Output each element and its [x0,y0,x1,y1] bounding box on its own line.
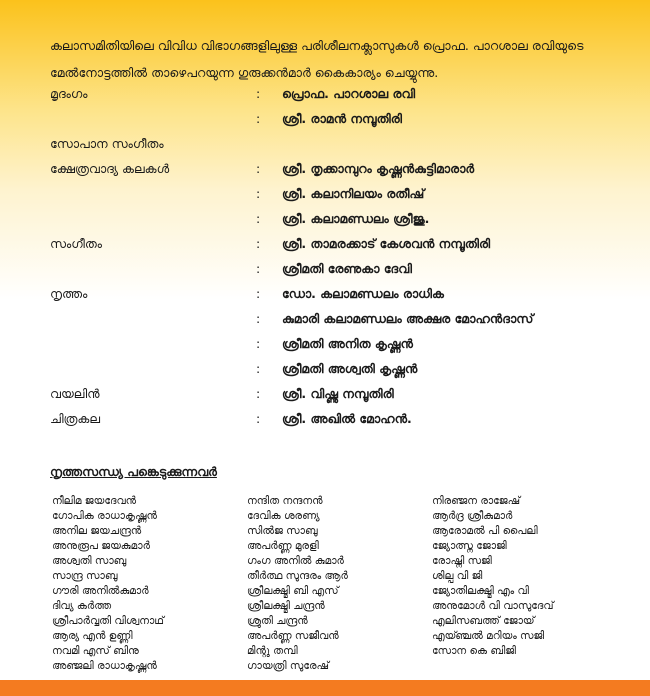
teacher-name: ശ്രീമതി അനിത കൃഷ്ണൻ [282,336,413,351]
participant-name: ദേവിക ശരണ്യ [247,510,320,522]
teacher-name: പ്രൊഫ. പാറശാല രവി [282,86,416,101]
teacher-category: സോപാന സംഗീതം [50,136,164,151]
participant-name: അനില ജയചന്ദ്രൻ [52,525,142,537]
participant-name: ആരോമൽ പി പൈലി [432,525,538,537]
teacher-name: ശ്രീമതി രേണുകാ ദേവി [282,261,412,276]
participant-name: ശ്രീലക്ഷ്മി ബി എസ് [247,585,339,597]
participant-name: ആര്യ എൻ ഉണ്ണി [52,630,133,642]
participant-name: ദിവ്യ കർത്ത [52,600,112,612]
participant-name: ജ്യോതിലക്ഷ്മി എം വി [432,585,529,597]
participant-name: അഞ്ജലി രാധാകൃഷ്ണൻ [52,660,157,672]
teacher-name: ശ്രീ. തൃക്കാമ്പുറം കൃഷ്ണൻകുട്ടിമാരാർ [282,161,475,176]
participant-name: നന്ദിത നന്ദനൻ [247,495,323,507]
participant-name: ആർദ്ര ശ്രീകുമാർ [432,510,513,522]
participant-name: എലിസബത്ത് ജോയ് [432,615,535,627]
separator-colon: : [256,111,261,126]
participant-column [52,494,164,674]
separator-colon: : [256,86,261,101]
participant-name: അപർണ്ണ മുരളി [247,540,319,552]
teacher-name: ശ്രീ. കലാനിലയം രതീഷ് [282,186,425,201]
separator-colon: : [256,161,261,176]
participant-name: അനുരൂപ ജയകുമാർ [52,540,150,552]
participant-name: സോന കെ ബിജി [432,645,516,657]
teacher-name: ശ്രീമതി അശ്വതി കൃഷ്ണൻ [282,361,418,376]
separator-colon: : [256,361,261,376]
participant-name: ഗംഗ അനിൽ കുമാർ [247,555,344,567]
separator-colon: : [256,236,261,251]
teacher-name: ശ്രീ. വിഷ്ണു നമ്പൂതിരി [282,386,394,401]
participant-name: സിൽജ സാബു [247,525,318,537]
separator-colon: : [256,261,261,276]
teacher-name: ശ്രീ. കലാമണ്ഡലം ശ്രീജു. [282,211,430,226]
teacher-category: മൃദംഗം [50,86,88,101]
separator-colon: : [256,211,261,226]
participant-name: മിന്റു തമ്പി [247,645,298,657]
participant-column [432,494,554,659]
participant-name: എയ്ഞ്ചൽ മറിയം സജി [432,630,545,642]
separator-colon: : [256,386,261,401]
participant-name: ഗൗരി അനിൽകുമാർ [52,585,149,597]
separator-colon: : [256,411,261,426]
participant-name: അപർണ്ണ സജീവൻ [247,630,339,642]
separator-colon: : [256,311,261,326]
teacher-category: വയലിൻ [50,386,100,401]
participant-name: നീലിമ ജയദേവൻ [52,495,137,507]
teacher-category: സംഗീതം [50,236,103,251]
participant-name: ഗോപിക രാധാകൃഷ്ണൻ [52,510,157,522]
participant-name: തീർത്ഥ സുന്ദരം ആർ [247,570,348,582]
participant-column [247,494,348,674]
teacher-category: നൃത്തം [50,286,88,301]
teacher-name: ശ്രീ. അഖിൽ മോഹൻ. [282,411,412,426]
separator-colon: : [256,286,261,301]
separator-colon: : [256,186,261,201]
participant-name: അനുമോൾ വി വാസുദേവ് [432,600,554,612]
participant-name: ഗായത്രി സുരേഷ് [247,660,329,672]
participant-name: സാന്ദ്ര സാബു [52,570,118,582]
participant-name: നവമി എസ് ബിനു [52,645,139,657]
bottom-bar [0,680,650,696]
teacher-name: ശ്രീ. താമരക്കാട് കേശവൻ നമ്പൂതിരി [282,236,491,251]
intro-paragraph: കലാസമിതിയിലെ വിവിധ വിഭാഗങ്ങളിലുള്ള പരിശീലനക്ലാസുകൾ പ്രൊഫ. പാറശാല രവിയുടെ മേൽനോട്ടത്തിൽ താഴെപറയുന്ന ഗുരുക്കൻമാർ കൈകാര്യം ചെയ്യുന്നു. [50,38,584,80]
participant-name: രോഷ്നി സജി [432,555,492,567]
participant-name: അശ്വതി സാബു [52,555,127,567]
participant-name: ശില്പ വി ജി [432,570,483,582]
teacher-name: ശ്രീ. രാമൻ നമ്പൂതിരി [282,111,402,126]
separator-colon: : [256,336,261,351]
participant-name: ശ്രീപാർവ്വതി വിശ്വനാഥ് [52,615,164,627]
teacher-category: ക്ഷേത്രവാദ്യ കലകൾ [50,161,170,176]
participant-name: നിരഞ്ജന രാജേഷ് [432,495,521,507]
participant-name: ശ്രുതി ചന്ദ്രൻ [247,615,308,627]
teacher-name: ഡോ. കലാമണ്ഡലം രാധിക [282,286,444,301]
participant-name: ശ്രീലക്ഷ്മി ചന്ദ്രൻ [247,600,325,612]
teacher-category: ചിത്രകല [50,411,101,426]
participants-heading: നൃത്തസന്ധ്യ പങ്കെടുക്കുന്നവർ [50,464,217,479]
teacher-name: കുമാരി കലാമണ്ഡലം അക്ഷര മോഹൻദാസ് [282,311,534,326]
participant-name: ജ്യോത്സ്ന ജോജി [432,540,507,552]
